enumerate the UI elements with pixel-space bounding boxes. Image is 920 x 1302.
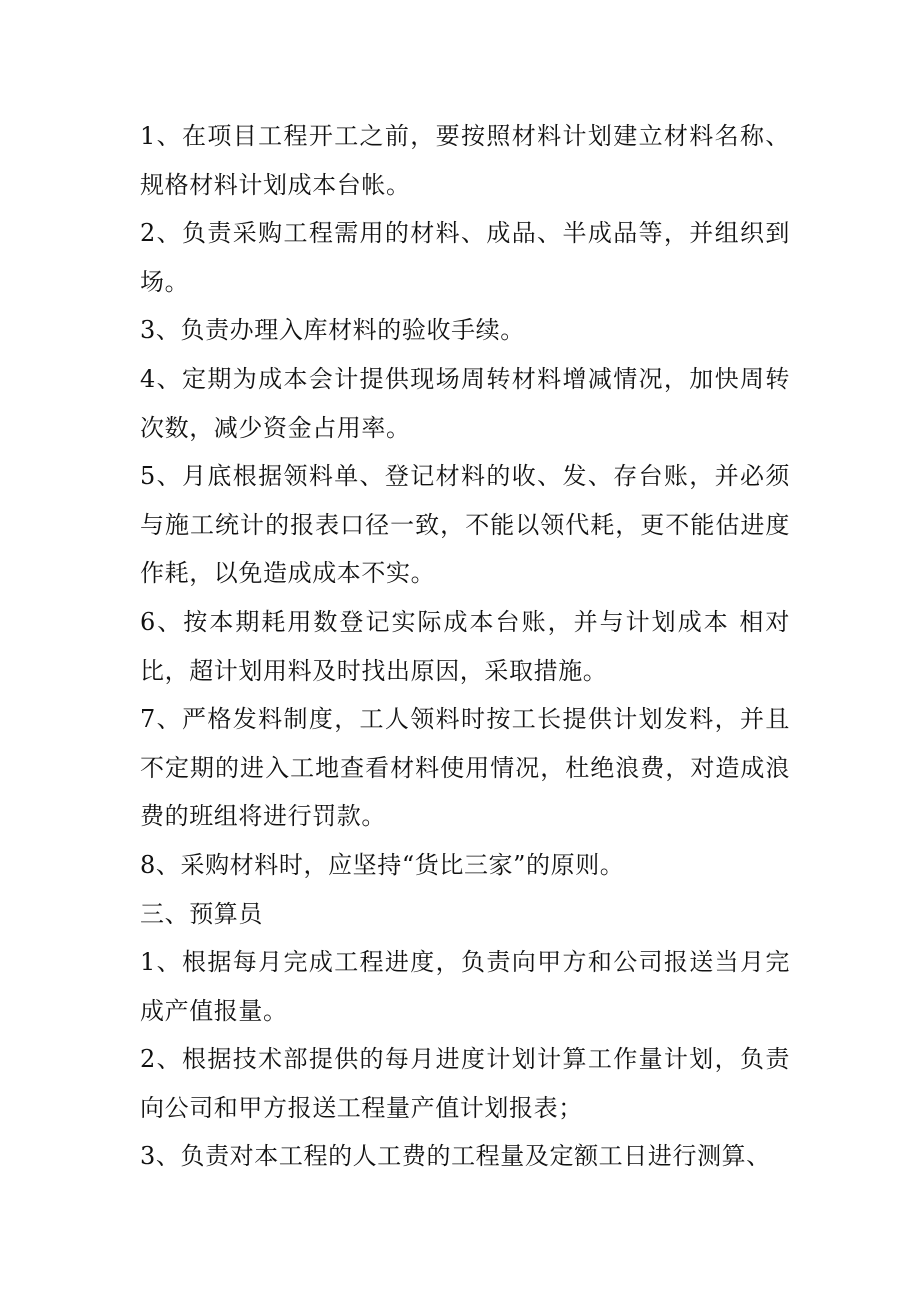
paragraph-8: 8、采购材料时，应坚持“货比三家”的原则。 [140,850,625,879]
paragraph-2: 2、负责采购工程需用的材料、成品、半成品等，并组织到场。 [140,219,790,296]
paragraph-6: 6、按本期耗用数登记实际成本台账，并与计划成本 相对比，超计划用料及时找出原因，采取措施。 [140,607,790,685]
paragraph-3: 3、负责办理入库材料的验收手续。 [140,316,525,345]
paragraph-7: 7、严格发料制度，工人领料时按工长提供计划发料，并且不定期的进入工地查看材料使用情况，杜绝浪费，对造成浪费的班组将进行罚款。 [140,705,790,831]
section-paragraph-2: 2、根据技术部提供的每月进度计划计算工作量计划，负责向公司和甲方报送工程量产值计划报表； [140,1045,790,1122]
document-body [140,112,790,1181]
section-paragraph-3: 3、负责对本工程的人工费的工程量及定额工日进行测算、 [140,1142,771,1171]
paragraph-5: 5、月底根据领料单、登记材料的收、发、存台账，并必须与施工统计的报表口径一致，不能以领代耗，更不能估进度作耗，以免造成成本不实。 [140,462,790,588]
paragraph-4: 4、定期为成本会计提供现场周转材料增减情况，加快周转次数，减少资金占用率。 [140,364,790,442]
section-heading: 三、预算员 [140,899,263,928]
section-paragraph-1: 1、根据每月完成工程进度，负责向甲方和公司报送当月完成产值报量。 [140,948,790,1025]
paragraph-1: 1、在项目工程开工之前，要按照材料计划建立材料名称、规格材料计划成本台帐。 [140,122,790,199]
